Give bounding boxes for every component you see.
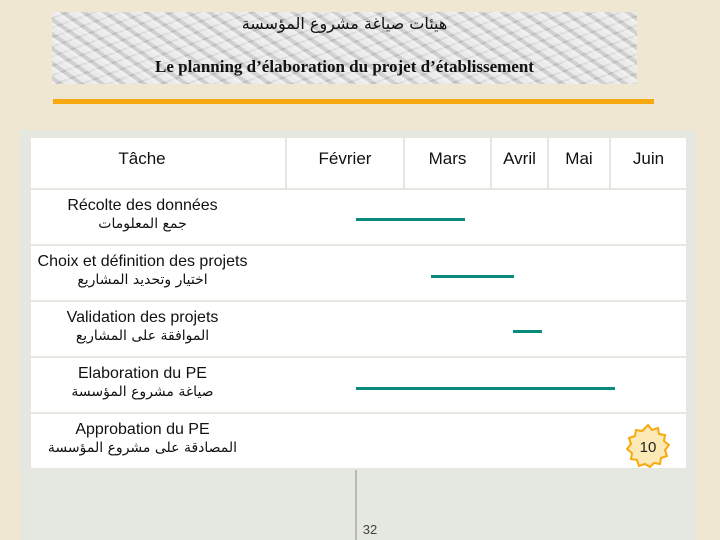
planning-table — [31, 138, 686, 472]
title-arabic: هيئات صياغة مشروع المؤسسة — [241, 14, 448, 33]
column-header-april: Avril — [503, 149, 536, 168]
table-row — [31, 246, 686, 300]
title-french: Le planning d’élaboration du projet d’établissement — [155, 57, 534, 76]
column-header-june: Juin — [632, 149, 665, 168]
task-name-ar: اختيار وتحديد المشاريع — [77, 272, 208, 288]
header-cell-may — [549, 138, 609, 188]
column-header-task: Tâche — [118, 149, 166, 168]
task-name-ar: صياغة مشروع المؤسسة — [71, 384, 214, 400]
task-name-ar: الموافقة على المشاريع — [75, 328, 210, 344]
task-name-ar: جمع المعلومات — [98, 216, 187, 232]
column-header-february: Février — [318, 149, 372, 168]
header-cell-april — [492, 138, 547, 188]
header-cell-february — [287, 138, 403, 188]
header-cell-june — [611, 138, 686, 188]
header-cell-task — [31, 138, 285, 188]
page-badge-icon — [626, 424, 670, 468]
timeline-bar-plan-elaboration — [356, 387, 615, 390]
task-name-fr: Approbation du PE — [75, 421, 210, 438]
task-name-ar: المصادقة على مشروع المؤسسة — [47, 440, 238, 456]
divider-line — [53, 99, 654, 104]
table-row — [31, 190, 686, 244]
timeline-bar-project-selection — [431, 275, 514, 278]
badge-number: 10 — [639, 439, 657, 456]
header-cell-march — [405, 138, 490, 188]
timeline-bar-project-validation — [513, 330, 542, 333]
task-name-fr: Validation des projets — [66, 309, 219, 326]
task-name-fr: Récolte des données — [67, 197, 218, 214]
table-row — [31, 358, 686, 412]
column-header-may: Mai — [565, 149, 593, 168]
task-name-fr: Choix et définition des projets — [37, 253, 248, 270]
table-row — [31, 414, 686, 468]
column-header-march: Mars — [428, 149, 467, 168]
page-number: 32 — [362, 522, 378, 537]
task-name-fr: Elaboration du PE — [78, 365, 207, 382]
timeline-bar-data-collection — [356, 218, 465, 221]
table-row — [31, 302, 686, 356]
